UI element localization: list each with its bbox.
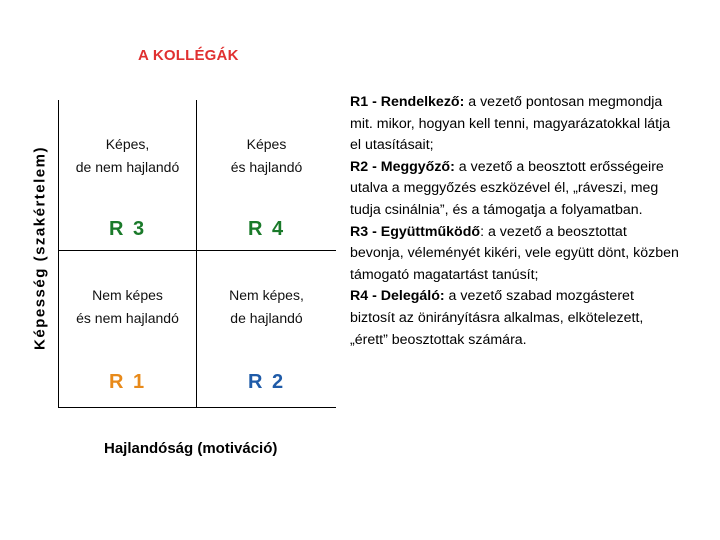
quadrant-r2-code: R 2 [247,371,286,393]
style-descriptions [350,92,680,351]
quadrant-r1-line1: Nem képes [92,287,163,303]
x-axis-label: Hajlandóság (motiváció) [104,440,278,457]
quadrant-r3-code: R 3 [108,218,147,240]
quadrant-r1 [58,251,197,405]
description-r2-text: a vezető a beosztott erősségeire utalva a meggyőzés eszközével él, „ráveszi, meg tudja csinálnia”, és a támogatja a folyamatban. [350,158,664,218]
quadrant-r4-line2: és hajlandó [230,159,303,175]
quadrant-r2-line1: Nem képes, [229,287,304,303]
quadrant-r3-line1: Képes, [105,136,150,152]
quadrant-r4-line1: Képes [246,136,287,152]
quadrant-r4 [197,100,336,254]
description-r3-text: : a vezető a beosztottat bevonja, véleményét kikéri, vele együtt dönt, közben támogató magatartást tanúsít; [350,223,679,283]
quadrant-r2-line2: de hajlandó [230,310,303,326]
diagram-title: A KOLLÉGÁK [138,47,239,64]
description-r3-term: R3 - Együttműködő [350,223,481,240]
description-r2-term: R2 - Meggyőző: [350,158,455,175]
quadrant-r3-line2: de nem hajlandó [75,159,180,175]
quadrant-r1-code: R 1 [108,371,147,393]
description-r2 [350,157,680,222]
quadrant-r4-code: R 4 [247,218,286,240]
quadrant-r3 [58,100,197,254]
description-r4-text: a vezető szabad mozgásteret biztosít az önirányításra alkalmas, elkötelezett, „érett” beosztottak számára. [350,288,644,348]
grid-bottom-border [58,407,336,408]
description-r1-term: R1 - Rendelkező: [350,94,465,110]
description-r3 [350,222,680,287]
description-r1 [350,92,680,157]
description-r4-term: R4 - Delegáló: [350,288,445,305]
y-axis-label: Képesség (szakértelem) [31,146,49,350]
quadrant-r2 [197,251,336,405]
description-r4 [350,286,680,351]
quadrant-r1-line2: és nem hajlandó [76,310,179,326]
description-r1-text: a vezető pontosan megmondja mit. mikor, hogyan kell tenni, magyarázatokkal látja el utasításait; [350,94,671,154]
quadrant-grid [58,100,336,408]
